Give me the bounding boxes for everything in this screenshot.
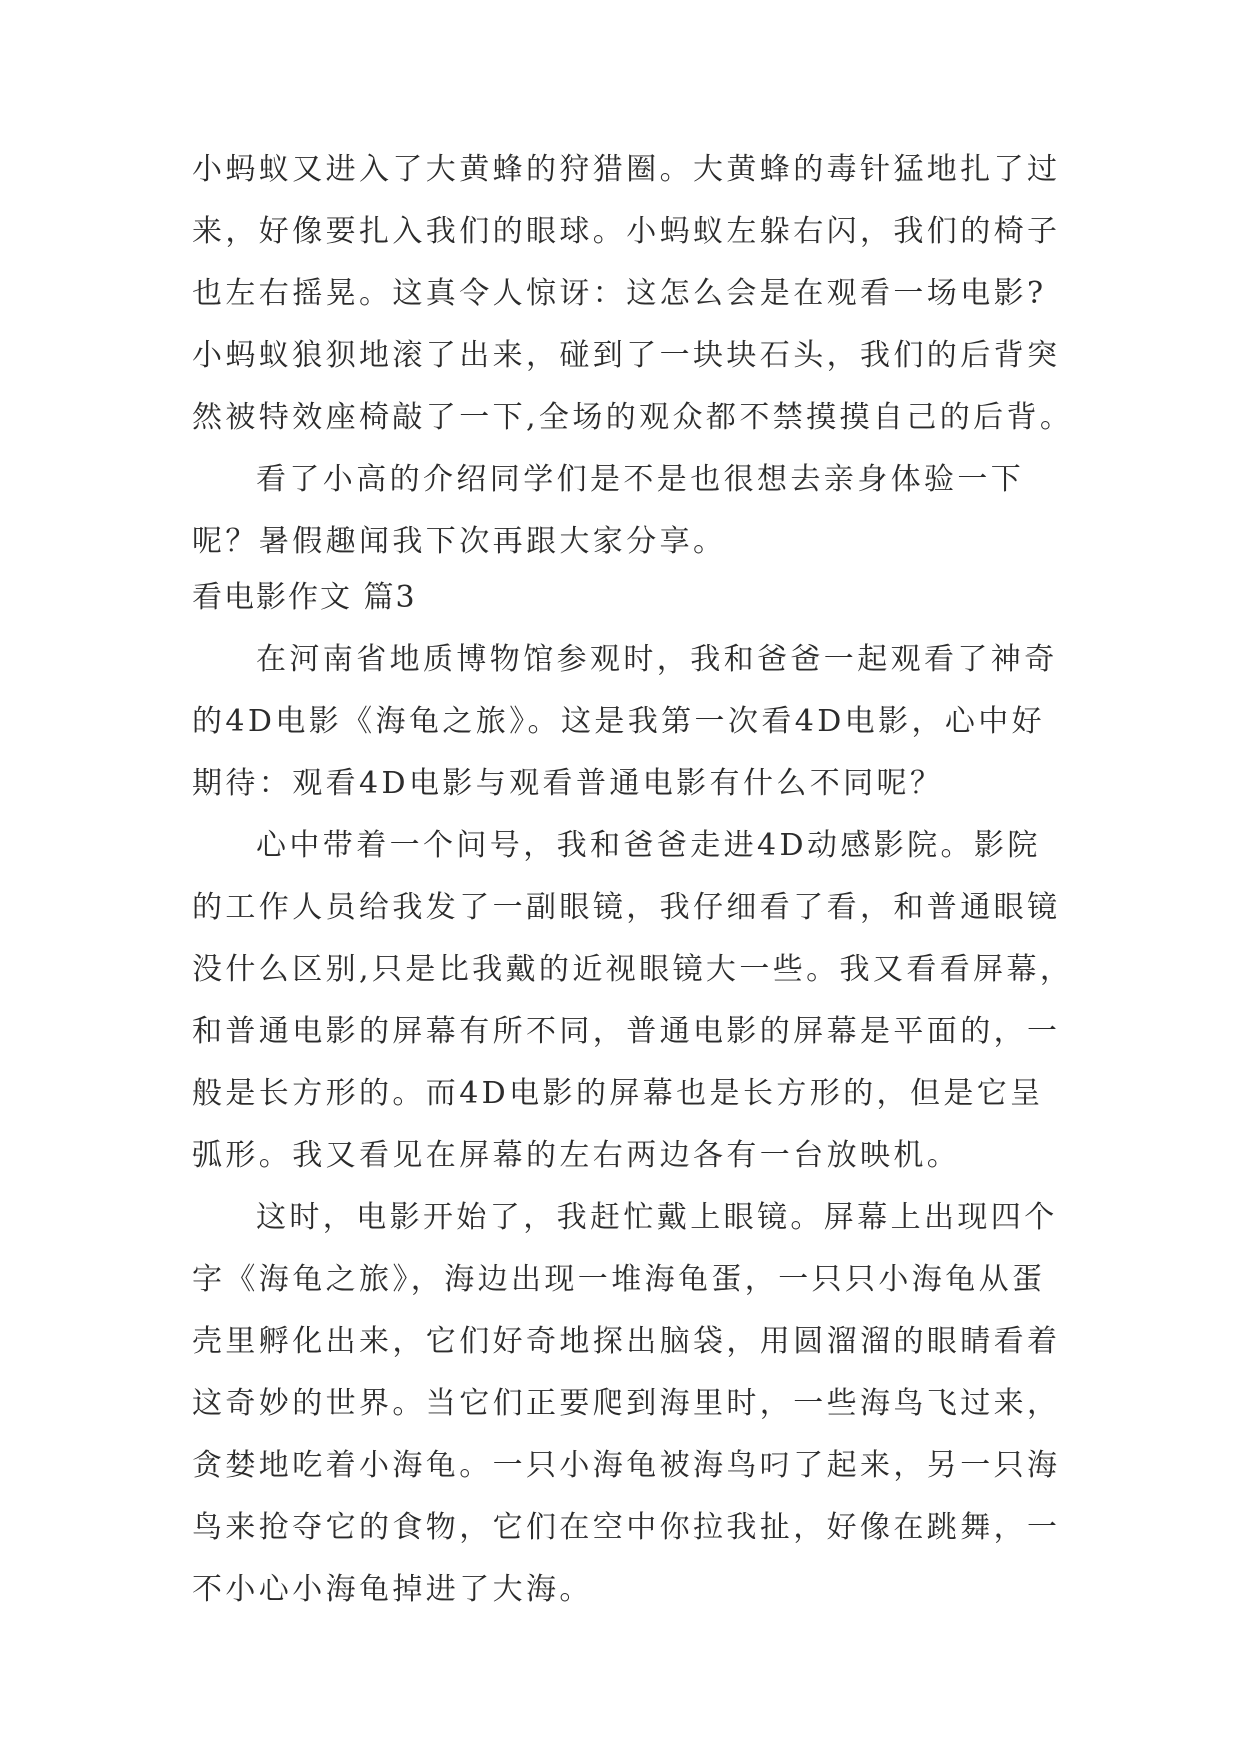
body-text-line: 壳里孵化出来，它们好奇地探出脑袋，用圆溜溜的眼睛看着	[192, 1324, 1061, 1359]
body-text-line: 这奇妙的世界。当它们正要爬到海里时，一些海鸟飞过来，	[192, 1386, 1061, 1421]
body-text-line: 小蚂蚁又进入了大黄蜂的狩猎圈。大黄蜂的毒针猛地扎了过	[192, 152, 1061, 187]
body-text-line: 般是长方形的。而4D电影的屏幕也是长方形的，但是它呈	[192, 1076, 1044, 1111]
body-text-line: 和普通电影的屏幕有所不同，普通电影的屏幕是平面的，一	[192, 1014, 1061, 1049]
paragraph-first-line: 看了小高的介绍同学们是不是也很想去亲身体验一下	[256, 462, 1025, 497]
body-text-line: 呢？暑假趣闻我下次再跟大家分享。	[192, 524, 727, 559]
body-text-line: 弧形。我又看见在屏幕的左右两边各有一台放映机。	[192, 1138, 961, 1173]
body-text-line: 也左右摇晃。这真令人惊讶：这怎么会是在观看一场电影?	[192, 276, 1047, 311]
body-text-line: 字《海龟之旅》，海边出现一堆海龟蛋，一只只小海龟从蛋	[192, 1262, 1046, 1297]
body-text-line: 的4D电影《海龟之旅》。这是我第一次看4D电影，心中好	[192, 704, 1046, 739]
body-text-line: 来，好像要扎入我们的眼球。小蚂蚁左躲右闪，我们的椅子	[192, 214, 1061, 249]
body-text-line: 期待：观看4D电影与观看普通电影有什么不同呢？	[192, 766, 944, 801]
body-text-line: 然被特效座椅敲了一下,全场的观众都不禁摸摸自己的后背。	[192, 400, 1074, 435]
paragraph-first-line: 在河南省地质博物馆参观时，我和爸爸一起观看了神奇	[256, 642, 1058, 677]
body-text-line: 没什么区别,只是比我戴的近视眼镜大一些。我又看看屏幕，	[192, 952, 1074, 987]
body-text-line: 不小心小海龟掉进了大海。	[192, 1572, 593, 1607]
paragraph-first-line: 这时，电影开始了，我赶忙戴上眼镜。屏幕上出现四个	[256, 1200, 1058, 1235]
body-text-line: 鸟来抢夺它的食物，它们在空中你拉我扯，好像在跳舞，一	[192, 1510, 1061, 1545]
body-text-line: 贪婪地吃着小海龟。一只小海龟被海鸟叼了起来，另一只海	[192, 1448, 1061, 1483]
section-heading: 看电影作文 篇3	[192, 580, 417, 615]
body-text-line: 的工作人员给我发了一副眼镜，我仔细看了看，和普通眼镜	[192, 890, 1061, 925]
body-text-line: 小蚂蚁狼狈地滚了出来，碰到了一块块石头，我们的后背突	[192, 338, 1061, 373]
paragraph-first-line: 心中带着一个问号，我和爸爸走进4D动感影院。影院	[256, 828, 1041, 863]
